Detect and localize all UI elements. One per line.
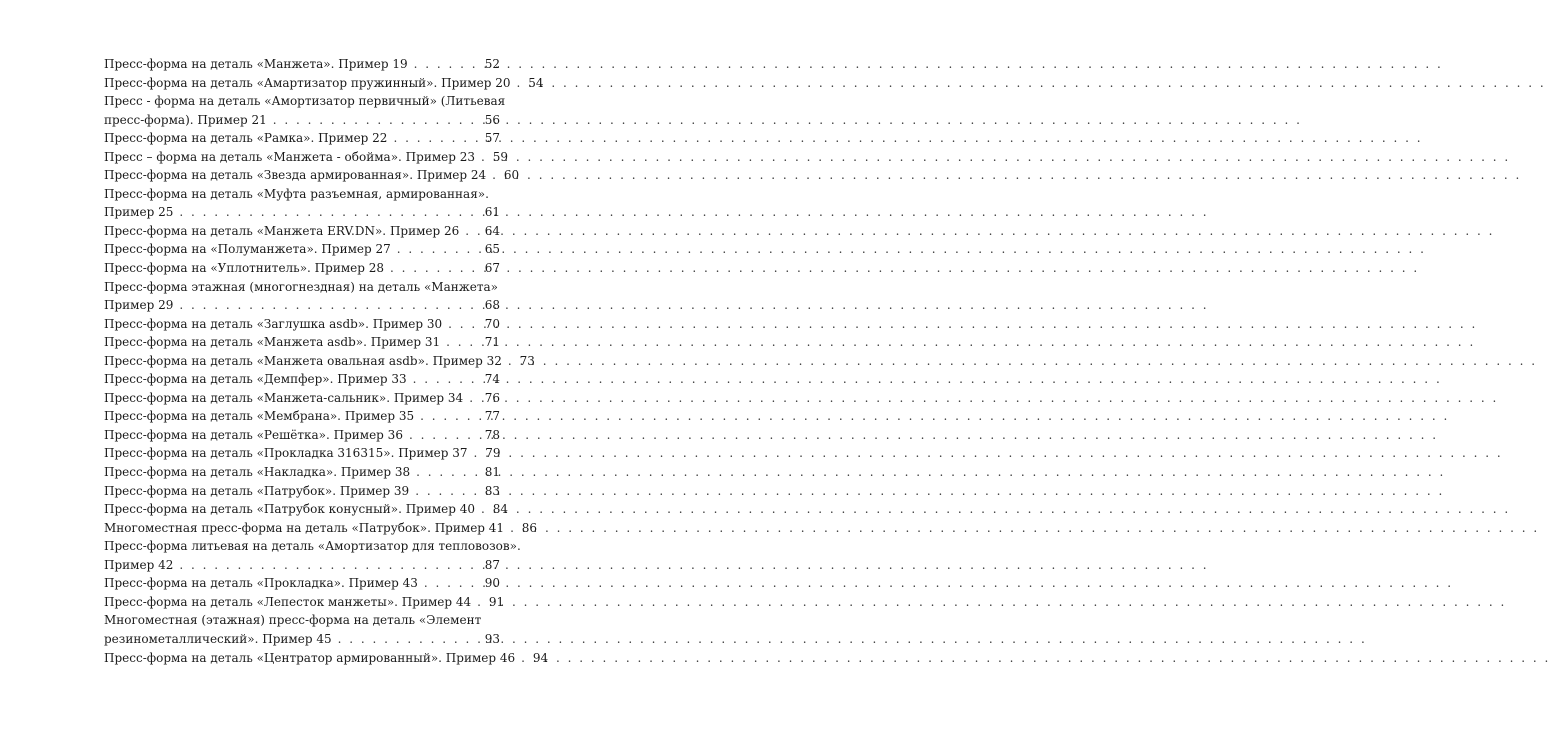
toc-entry-title: Пресс-форма на деталь «Мембрана». Пример 35 [104, 409, 415, 424]
dot-leader [448, 315, 479, 334]
dot-leader [179, 296, 479, 315]
toc-entry-title: Пресс-форма на деталь «Рамка». Пример 22 [104, 131, 388, 146]
toc-entry-title: Пресс-форма на деталь «Центратор армированный». Пример 46 [104, 650, 516, 665]
toc-entry[interactable] [104, 482, 500, 501]
toc-line [104, 148, 509, 167]
toc-page-number: 84 [492, 502, 509, 517]
toc-entry[interactable] [104, 389, 500, 408]
dot-leader [416, 463, 479, 482]
toc-entry[interactable] [104, 370, 500, 389]
toc-page-number: 65 [484, 242, 500, 257]
toc-entry[interactable] [104, 649, 549, 668]
toc-entry[interactable] [104, 537, 521, 574]
toc-line [104, 278, 500, 297]
toc-entry-title: пресс-форма). Пример 21 [104, 112, 267, 127]
toc-entry-title: Пресс-форма на деталь «Манжета овальная asdb». Пример 32 [104, 353, 502, 368]
toc-line [104, 500, 509, 519]
toc-entry-title: Пресс-форма на деталь «Заглушка asdb». Пример 30 [104, 316, 443, 331]
toc-entry-title: Пресс-форма на деталь «Патрубок». Пример 39 [104, 483, 410, 498]
toc-line [104, 482, 500, 501]
dot-leader [393, 129, 479, 148]
toc-page-number: 57 [484, 131, 500, 146]
dot-leader [517, 74, 523, 93]
toc-page-number: 60 [503, 168, 520, 183]
toc-page-number: 78 [484, 427, 500, 442]
toc-page-number: 71 [484, 335, 500, 350]
toc-line [104, 574, 500, 593]
toc-line [104, 129, 500, 148]
toc-entry[interactable] [104, 74, 544, 93]
toc-line [104, 259, 500, 278]
toc-entry[interactable] [104, 222, 500, 241]
dot-leader [338, 630, 479, 649]
dot-leader [510, 519, 516, 538]
toc-line [104, 185, 500, 204]
toc-entry[interactable] [104, 315, 500, 334]
toc-entry[interactable] [104, 185, 500, 222]
toc-line [104, 166, 520, 185]
toc-entry[interactable] [104, 500, 509, 519]
toc-entry-title: Пресс - форма на деталь «Амортизатор первичный» (Литьевая [104, 94, 506, 109]
toc-entry-title: Пресс-форма на деталь «Решётка». Пример 36 [104, 427, 403, 442]
toc-page-number: 87 [484, 557, 500, 572]
dot-leader [397, 240, 479, 259]
toc-page-number: 61 [484, 205, 500, 220]
toc-page-number: 81 [484, 465, 500, 480]
toc-page-number: 54 [528, 75, 544, 90]
toc-entry-title: Пресс-форма на «Уплотнитель». Пример 28 [104, 261, 385, 276]
toc-entry-title: Пресс – форма на деталь «Манжета - обойма». Пример 23 [104, 149, 476, 164]
toc-line [104, 611, 500, 630]
toc-entry-title: Пресс-форма на деталь «Муфта разъемная, армированная». [104, 186, 489, 201]
toc-entry-title: Пример 42 [104, 557, 174, 572]
toc-line [104, 74, 544, 93]
toc-entry-title: Многоместная (этажная) пресс-форма на деталь «Элемент [104, 613, 482, 628]
dot-leader [424, 574, 479, 593]
dot-leader [420, 407, 479, 426]
toc-line [104, 537, 521, 556]
dot-leader [415, 482, 479, 501]
dot-leader [474, 444, 480, 463]
toc-entry-title: Пресс-форма на деталь «Звезда армированная». Пример 24 [104, 168, 487, 183]
toc-entry[interactable] [104, 407, 500, 426]
toc-entry[interactable] [104, 259, 500, 278]
toc-entry-title: Пресс-форма на деталь «Патрубок конусный». Пример 40 [104, 502, 476, 517]
toc-page-number: 86 [521, 520, 538, 535]
toc-line [104, 111, 500, 130]
toc-entry[interactable] [104, 278, 500, 315]
dot-leader [390, 259, 479, 278]
toc-entry-title: Пресс-форма на «Полуманжета». Пример 27 [104, 242, 391, 257]
toc-page-number: 90 [484, 576, 500, 591]
toc-page-number: 59 [492, 149, 509, 164]
toc-entry[interactable] [104, 148, 509, 167]
toc-line [104, 296, 500, 315]
toc-entry[interactable] [104, 55, 500, 74]
toc-entry-title: Пресс-форма на деталь «Лепесток манжеты». Пример 44 [104, 594, 472, 609]
toc-page-number: 93 [484, 631, 500, 646]
toc-entry-title: Пример 25 [104, 205, 174, 220]
toc-line [104, 352, 535, 371]
toc-entry[interactable] [104, 593, 505, 612]
toc-line [104, 630, 500, 649]
dot-leader [273, 111, 479, 130]
toc-entry-title: Пресс-форма на деталь «Манжета-сальник». Пример 34 [104, 390, 464, 405]
toc-entry[interactable] [104, 352, 535, 371]
toc-entry-title: резинометаллический». Пример 45 [104, 631, 332, 646]
toc-line [104, 203, 500, 222]
dot-leader [477, 593, 483, 612]
toc-entry[interactable] [104, 463, 500, 482]
dot-leader [179, 203, 479, 222]
toc-page-number: 79 [485, 446, 501, 461]
toc-entry-title: Многоместная пресс-форма на деталь «Патрубок». Пример 41 [104, 520, 505, 535]
toc-line [104, 426, 500, 445]
table-of-contents [104, 55, 549, 667]
document-page [0, 0, 600, 750]
toc-page-number: 94 [532, 650, 549, 665]
toc-line [104, 370, 500, 389]
toc-page-number: 77 [484, 409, 500, 424]
toc-line [104, 593, 505, 612]
dot-leader [446, 333, 479, 352]
toc-entry-title: Пресс-форма на деталь «Прокладка». Пример 43 [104, 576, 418, 591]
dot-leader [409, 426, 479, 445]
toc-entry-title: Пресс-форма на деталь «Амартизатор пружинный». Пример 20 [104, 75, 511, 90]
toc-page-number: 83 [484, 483, 500, 498]
toc-page-number: 91 [488, 594, 505, 609]
toc-line [104, 222, 500, 241]
toc-entry[interactable] [104, 426, 500, 445]
toc-line [104, 519, 538, 538]
toc-entry[interactable] [104, 333, 500, 352]
toc-line [104, 556, 500, 575]
toc-page-number: 74 [484, 372, 500, 387]
toc-entry-title: Пресс-форма на деталь «Прокладка 316315». Пример 37 [104, 446, 468, 461]
dot-leader [508, 352, 514, 371]
dot-leader [492, 166, 498, 185]
dot-leader [469, 389, 479, 408]
toc-line [104, 649, 549, 668]
toc-entry[interactable] [104, 240, 500, 259]
toc-entry[interactable] [104, 611, 500, 648]
toc-line [104, 55, 500, 74]
dot-leader [179, 556, 479, 575]
toc-line [104, 240, 500, 259]
toc-entry-title: Пресс-форма на деталь «Демпфер». Пример 33 [104, 372, 407, 387]
toc-page-number: 52 [484, 57, 500, 71]
dot-leader [414, 55, 479, 74]
toc-line [104, 407, 500, 426]
toc-page-number: 67 [484, 261, 500, 276]
toc-page-number: 73 [519, 353, 535, 368]
toc-entry-title: Пресс-форма литьевая на деталь «Амортизатор для тепловозов». [104, 539, 521, 554]
toc-entry-title: Пресс-форма на деталь «Манжета ERV.DN». Пример 26 [104, 223, 460, 238]
toc-page-number: 76 [484, 390, 500, 405]
dot-leader [481, 500, 487, 519]
toc-entry[interactable] [104, 166, 520, 185]
toc-entry[interactable] [104, 574, 500, 593]
toc-line [104, 463, 500, 482]
toc-entry[interactable] [104, 444, 500, 463]
toc-page-number: 56 [484, 112, 500, 127]
toc-line [104, 333, 500, 352]
toc-page-number: 64 [484, 223, 500, 238]
toc-entry-title: Пример 29 [104, 298, 174, 313]
toc-line [104, 444, 500, 463]
toc-entry-title: Пресс-форма на деталь «Накладка». Пример 38 [104, 465, 411, 480]
toc-entry-title: Пресс-форма этажная (многогнездная) на деталь «Манжета» [104, 279, 499, 294]
dot-leader [481, 148, 487, 167]
toc-entry-title: Пресс-форма на деталь «Манжета». Пример 19 [104, 57, 408, 71]
toc-page-number: 70 [484, 316, 500, 331]
toc-line [104, 92, 506, 111]
toc-line [104, 389, 500, 408]
dot-leader [521, 649, 527, 668]
dot-leader [413, 370, 479, 389]
toc-entry[interactable] [104, 129, 500, 148]
dot-leader [465, 222, 479, 241]
toc-line [104, 315, 500, 334]
toc-entry[interactable] [104, 519, 538, 538]
toc-entry-title: Пресс-форма на деталь «Манжета asdb». Пример 31 [104, 335, 441, 350]
toc-entry[interactable] [104, 92, 506, 129]
toc-page-number: 68 [484, 298, 500, 313]
